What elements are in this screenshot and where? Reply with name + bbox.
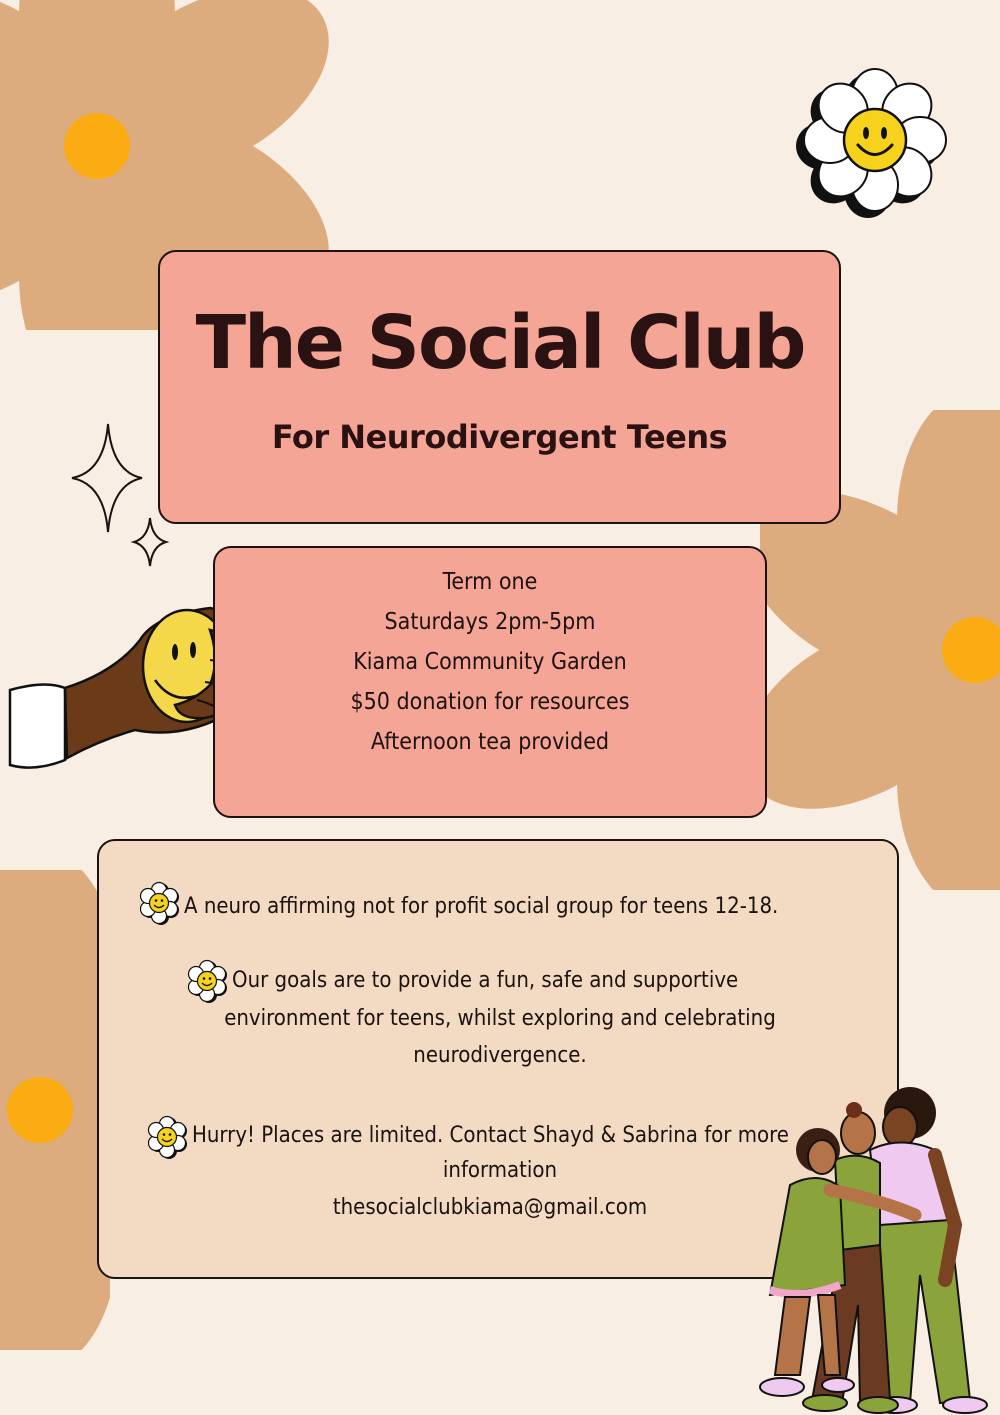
- about-intro-text: A neuro affirming not for profit social group for teens 12-18.: [184, 894, 779, 919]
- teens-hugging-illustration: [730, 1075, 1000, 1415]
- flower-bottom-left-decoration: [0, 870, 110, 1350]
- title-card: [158, 250, 841, 524]
- smiley-daisy-icon: [790, 60, 960, 220]
- about-contact-line1: Hurry! Places are limited. Contact Shayd & Sabrina for more: [192, 1123, 789, 1148]
- detail-donation: $50 donation for resources: [350, 689, 630, 715]
- about-goals-line3: neurodivergence.: [413, 1043, 587, 1068]
- about-contact-line2: information: [442, 1158, 558, 1183]
- detail-location: Kiama Community Garden: [353, 649, 627, 675]
- about-goals-line1: Our goals are to provide a fun, safe and supportive: [232, 968, 739, 993]
- daisy-bullet-icon: [136, 880, 182, 926]
- detail-refreshments: Afternoon tea provided: [370, 729, 610, 755]
- contact-email-link[interactable]: thesocialclubkiama@gmail.com: [332, 1195, 648, 1220]
- detail-schedule: Saturdays 2pm-5pm: [384, 609, 596, 635]
- page-title: The Social Club: [195, 300, 805, 386]
- details-list: [213, 562, 767, 762]
- daisy-bullet-icon: [184, 958, 230, 1004]
- detail-term: Term one: [442, 569, 538, 595]
- about-goals-line2: environment for teens, whilst exploring and celebrating: [224, 1006, 776, 1031]
- page-subtitle: For Neurodivergent Teens: [271, 418, 728, 456]
